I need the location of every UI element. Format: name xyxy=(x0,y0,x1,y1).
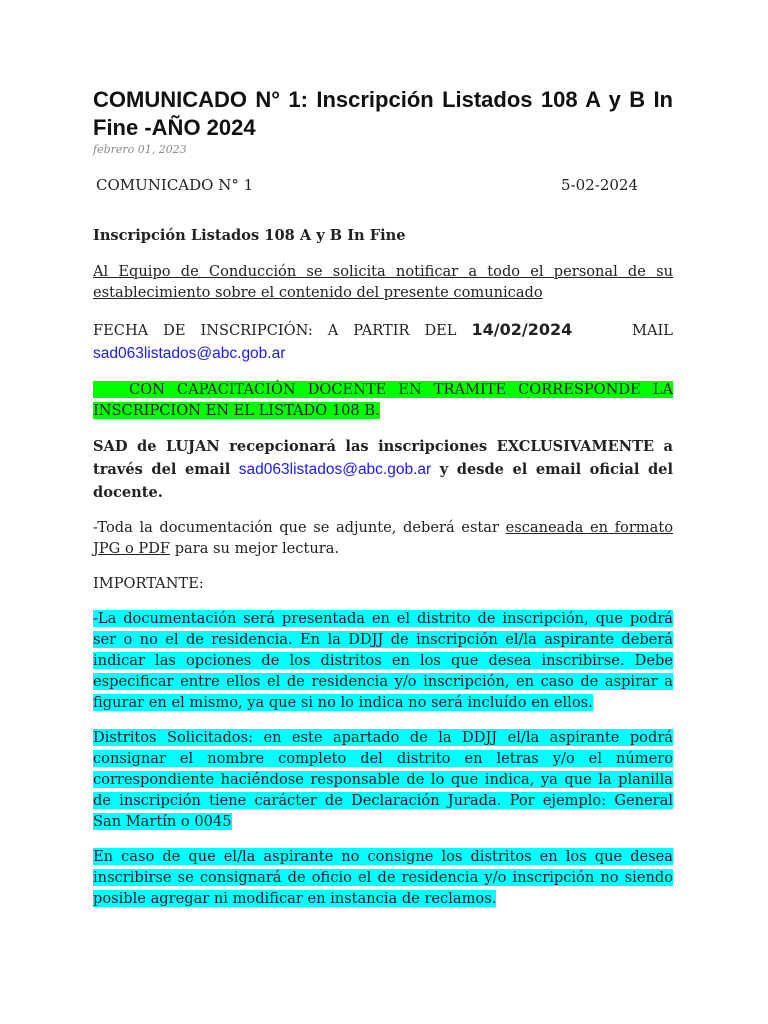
doc-text-pre: -Toda la documentación que se adjunte, deberá estar xyxy=(93,519,499,536)
doc-text-post: para su mejor lectura. xyxy=(174,540,340,557)
fecha-label: FECHA DE INSCRIPCIÓN: A PARTIR DEL xyxy=(93,322,457,339)
capacitacion-text xyxy=(93,381,673,419)
capacitacion-text-content: CON CAPACITACIÓN DOCENTE EN TRAMITE CORRESPONDE LA INSCRIPCION EN EL LISTADO 108 B. xyxy=(93,381,673,419)
email-link-2[interactable]: sad063listados@abc.gob.ar xyxy=(238,461,432,478)
email-link[interactable]: sad063listados@abc.gob.ar xyxy=(93,345,286,362)
mail-label: MAIL xyxy=(632,322,673,339)
sad-text-pre: SAD de LUJAN recepcionará las inscripciones EXCLUSIVAMENTE a través del email xyxy=(93,438,673,478)
doc-text-underline: escaneada en formato JPG o PDF xyxy=(93,519,674,557)
sad-paragraph xyxy=(93,435,673,504)
comunicado-row xyxy=(93,174,673,196)
paragraph-3-text: En caso de que el/la aspirante no consigne los distritos en los que desea inscribirse se consignará de oficio el de residencia y/o inscripción no siendo posible agregar ni modificar en instancia de reclamos. xyxy=(93,848,673,907)
documentation-paragraph xyxy=(93,517,673,559)
comunicado-label: COMUNICADO N° 1 xyxy=(96,176,254,194)
fecha-value: 14/02/2024 xyxy=(471,320,573,339)
paragraph-2-text: Distritos Solicitados: en este apartado de la DDJJ el/la aspirante podrá consignar el nombre completo del distrito en letras y/o el número correspondiente haciéndose responsable de lo que indica, ya que la planilla de inscripción tiene carácter de Declaración Jurada. Por ejemplo: General San Martín o 0045 xyxy=(93,729,673,830)
notify-paragraph: Al Equipo de Conducción se solicita notificar a todo el personal de su establecimiento sobre el contenido del presente comunicado xyxy=(93,263,673,301)
fecha-paragraph xyxy=(93,318,673,365)
sad-text-post: y desde el email oficial del docente. xyxy=(93,461,673,501)
page-title: COMUNICADO N° 1: Inscripción Listados 108 A y B In Fine -AÑO 2024 xyxy=(93,87,673,140)
subject-line: Inscripción Listados 108 A y B In Fine xyxy=(93,227,406,244)
comunicado-date: 5-02-2024 xyxy=(561,176,638,194)
post-date: febrero 01, 2023 xyxy=(93,143,187,156)
paragraph-2 xyxy=(93,727,673,832)
paragraph-1 xyxy=(93,608,673,713)
importante-heading: IMPORTANTE: xyxy=(93,575,204,592)
capacitacion-paragraph xyxy=(93,379,673,421)
paragraph-3 xyxy=(93,846,673,909)
document-content xyxy=(93,86,673,909)
paragraph-1-text: -La documentación será presentada en el distrito de inscripción, que podrá ser o no el de residencia. En la DDJJ de inscripción el/la aspirante deberá indicar las opciones de los distritos en los que desea inscribirse. Debe especificar entre ellos el de residencia y/o inscripción, en caso de aspirar a figurar en el mismo, ya que si no lo indica no será incluído en ellos. xyxy=(93,610,673,711)
